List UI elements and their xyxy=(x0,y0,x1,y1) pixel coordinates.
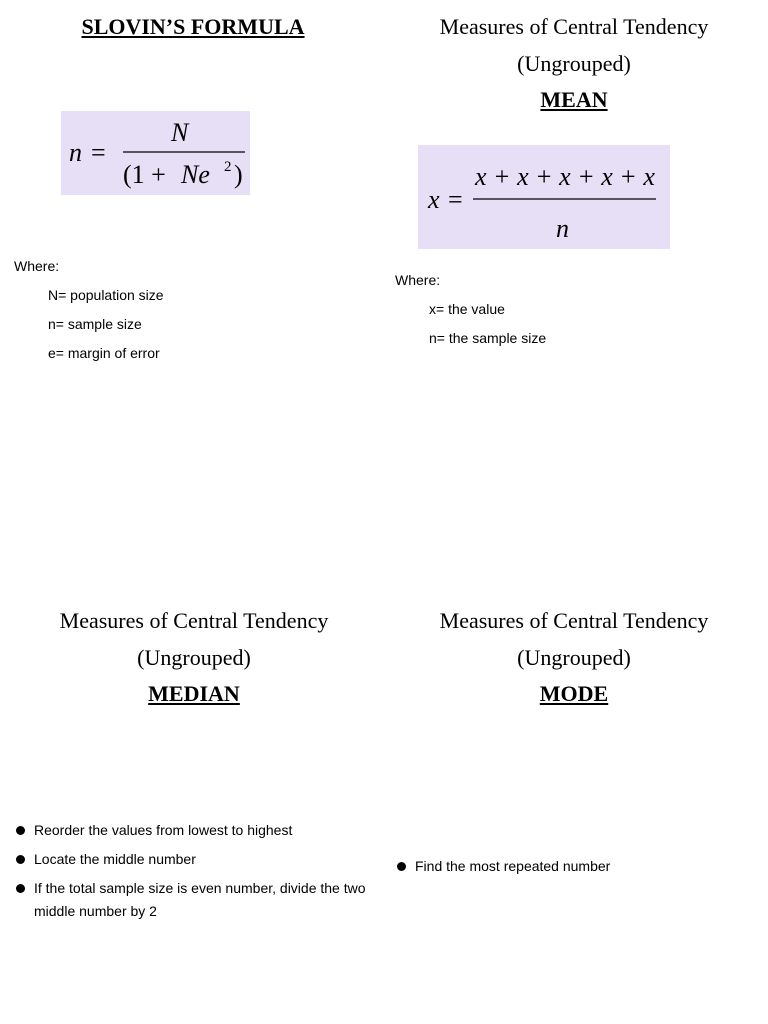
mean-formula-graphic xyxy=(418,145,670,249)
list-item xyxy=(14,819,384,842)
bullet-icon xyxy=(16,884,25,893)
mean-where-label: Where: xyxy=(395,272,441,288)
mean-formula-equals: = xyxy=(448,185,463,214)
mean-title-line1: Measures of Central Tendency xyxy=(439,14,709,39)
mean-formula xyxy=(418,145,670,249)
slovin-formula-den-var: Ne xyxy=(181,160,210,189)
slovin-formula-graphic xyxy=(61,111,250,195)
slovin-title: SLOVIN’S FORMULA xyxy=(81,14,305,39)
median-title-line2: (Ungrouped) xyxy=(137,645,251,670)
slovin-formula-den-exp: 2 xyxy=(224,159,232,175)
bullet-icon xyxy=(16,826,25,835)
list-item xyxy=(14,877,384,923)
list-item xyxy=(14,848,384,871)
slovin-where-label: Where: xyxy=(14,258,60,274)
median-steps-list xyxy=(14,819,384,923)
mean-formula-numerator: x + x + x + x + x xyxy=(475,162,655,191)
mode-title-line1: Measures of Central Tendency xyxy=(439,608,709,633)
median-step-text: If the total sample size is even number, divide the two middle number by 2 xyxy=(34,880,366,919)
slovin-formula xyxy=(61,111,250,195)
mean-subtitle: MEAN xyxy=(540,87,608,112)
median-step-text: Reorder the values from lowest to highest xyxy=(34,822,293,838)
slovin-formula-lhs: n xyxy=(69,138,82,167)
slovin-formula-equals: = xyxy=(91,138,106,167)
slovin-def-population: N= population size xyxy=(48,287,164,303)
mode-steps-list xyxy=(395,855,755,878)
bullet-icon xyxy=(397,862,406,871)
slovin-formula-den-open: (1 + xyxy=(123,160,166,189)
slovin-formula-den-close: ) xyxy=(234,160,243,189)
median-step-text: Locate the middle number xyxy=(34,851,196,867)
slovin-def-margin: e= margin of error xyxy=(48,345,160,361)
mean-formula-denominator: n xyxy=(556,214,569,243)
list-item xyxy=(395,855,755,878)
mean-formula-lhs: x xyxy=(428,185,440,214)
median-subtitle: MEDIAN xyxy=(148,681,240,706)
mean-def-sample: n= the sample size xyxy=(429,330,547,346)
median-title-line1: Measures of Central Tendency xyxy=(59,608,329,633)
mode-subtitle: MODE xyxy=(539,681,609,706)
bullet-icon xyxy=(16,855,25,864)
slovin-formula-numerator: N xyxy=(171,118,189,147)
mean-def-value: x= the value xyxy=(429,301,505,317)
mode-title-line2: (Ungrouped) xyxy=(517,645,631,670)
slovin-def-sample: n= sample size xyxy=(48,316,142,332)
mode-step-text: Find the most repeated number xyxy=(415,858,611,874)
mean-title-line2: (Ungrouped) xyxy=(517,51,631,76)
